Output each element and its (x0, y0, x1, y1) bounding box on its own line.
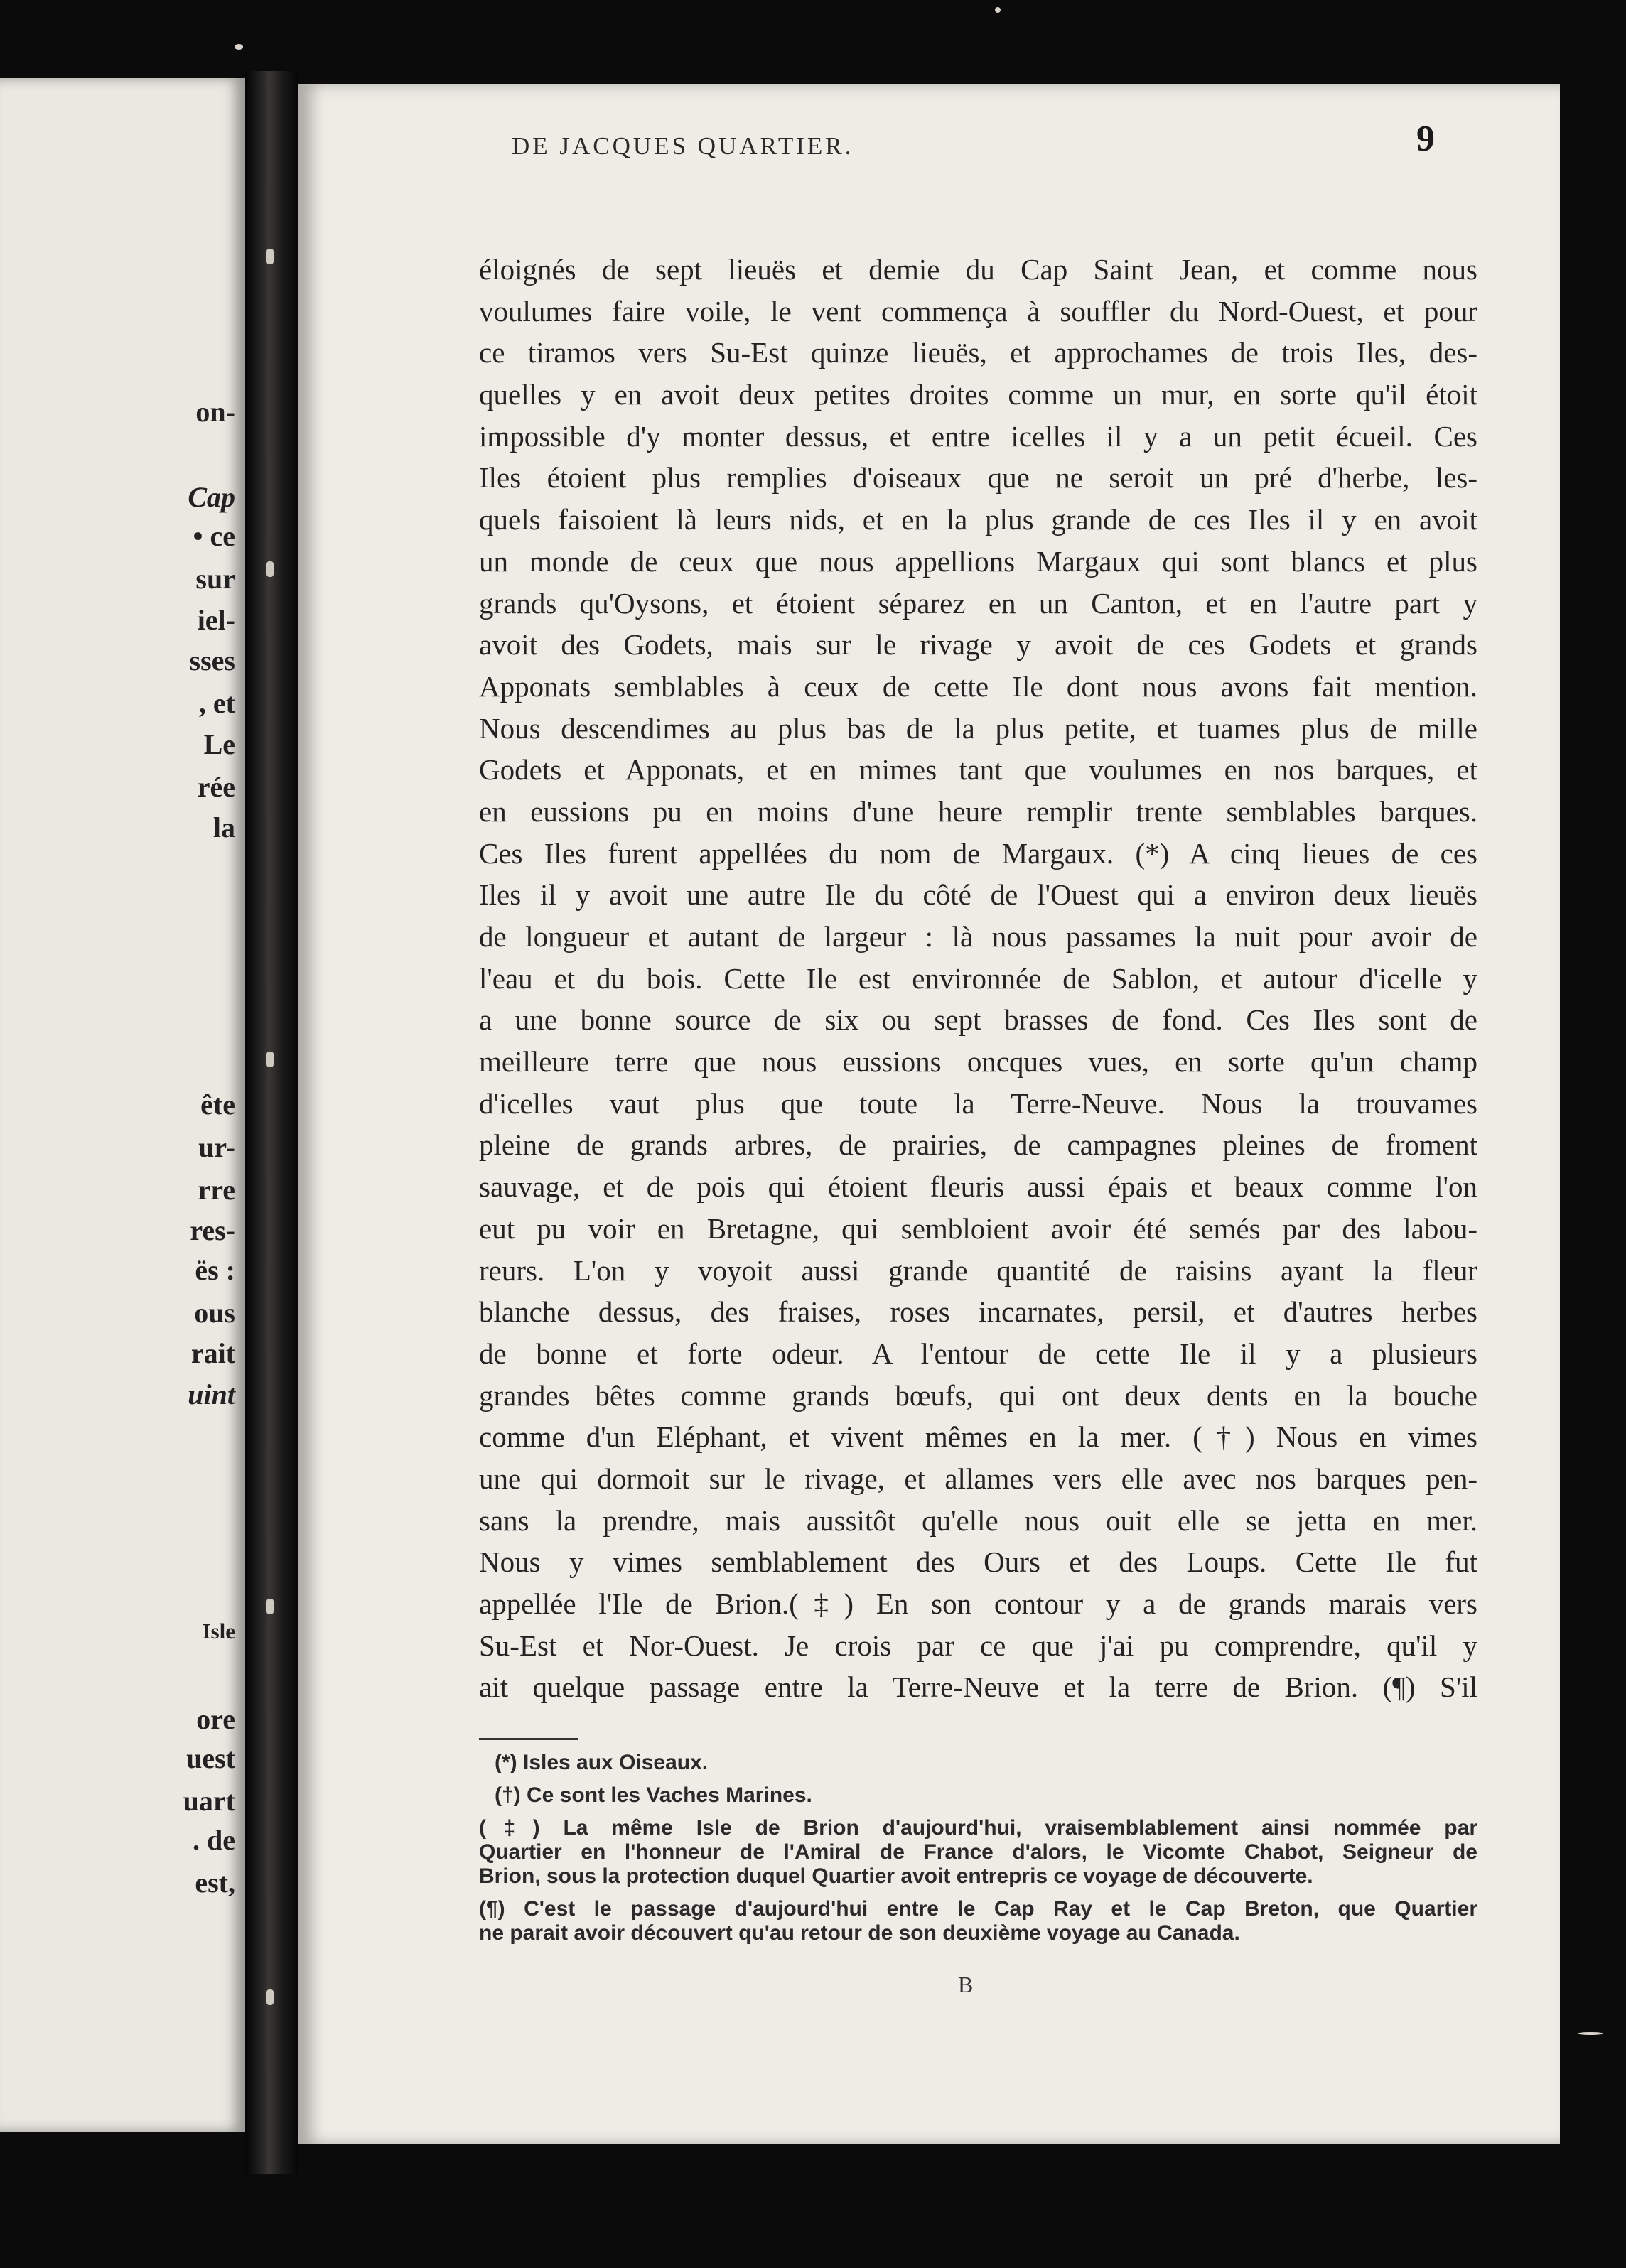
left-page-fragment: uint (188, 1378, 235, 1410)
spine-mark (266, 1599, 274, 1614)
text-line: éloignés de sept lieuës et demie du Cap Saint Jean, et comme nous (479, 253, 1477, 286)
left-page-fragment: uest (186, 1742, 235, 1774)
text-line: voulumes faire voile, le vent commença à souffler du Nord-Ouest, et pour (479, 294, 1477, 328)
text-line: Nous y vimes semblablement des Ours et des Loups. Cette Ile fut (479, 1545, 1477, 1579)
text-line: sans la prendre, mais aussitôt qu'elle nous ouit elle se jetta en mer. (479, 1503, 1477, 1537)
text-line: de bonne et forte odeur. A l'entour de cette Ile il y a plusieurs (479, 1336, 1477, 1370)
left-page-fragment: Isle (202, 1619, 235, 1643)
dust-speck (995, 7, 1001, 13)
left-page-fragment: Le (203, 728, 235, 760)
dust-speck (235, 44, 243, 50)
spine-mark (266, 249, 274, 264)
left-page-fragment: ore (196, 1703, 235, 1735)
footnote-line: (*) Isles aux Oiseaux. (495, 1751, 709, 1774)
left-page-fragment: . de (193, 1824, 235, 1856)
text-line: Apponats semblables à ceux de cette Ile dont nous avons fait mention. (479, 669, 1477, 703)
footnote (479, 1897, 1477, 1945)
left-page-fragment: ës : (195, 1254, 235, 1286)
text-line: avoit des Godets, mais sur le rivage y avoit de ces Godets et grands (479, 628, 1477, 662)
running-head: DE JACQUES QUARTIER. (512, 132, 854, 160)
text-line: eut pu voir en Bretagne, qui sembloient avoir été semés par des labou- (479, 1211, 1477, 1245)
left-page-fragment: uart (183, 1785, 235, 1817)
body-text (479, 249, 1477, 1708)
left-page-fragment: ête (200, 1089, 235, 1120)
footnote-line: (¶) C'est le passage d'aujourd'hui entre le Cap Ray et le Cap Breton, que Quartier (479, 1897, 1477, 1921)
spine-mark (266, 561, 274, 577)
text-line: Iles étoient plus remplies d'oiseaux que ne seroit un pré d'herbe, les- (479, 461, 1477, 495)
footnote (479, 1783, 1477, 1808)
left-page-fragment: iel- (197, 604, 235, 636)
left-page-fragment: on- (195, 396, 235, 428)
text-line: Su-Est et Nor-Ouest. Je crois par ce que j'ai pu comprendre, qu'il y (479, 1629, 1477, 1662)
text-line: comme d'un Eléphant, et vivent mêmes en la mer. (†) Nous en vimes (479, 1420, 1477, 1454)
left-page-fragment: rre (198, 1174, 235, 1206)
text-line: a une bonne source de six ou sept brasses de fond. Ces Iles sont de (479, 1003, 1477, 1037)
text-line: de longueur et autant de largeur : là nous passames la nuit pour avoir de (479, 920, 1477, 953)
text-line: Nous descendimes au plus bas de la plus petite, et tuames plus de mille (479, 711, 1477, 745)
text-line: ait quelque passage entre la Terre-Neuve et la terre de Brion. (¶) S'il (479, 1670, 1477, 1704)
text-line: quels faisoient là leurs nids, et en la plus grande de ces Iles il y en avoit (479, 503, 1477, 536)
text-line: appellée l'Ile de Brion.(‡) En son contour y a de grands marais vers (479, 1587, 1477, 1620)
footnote-line: (‡) La même Isle de Brion d'aujourd'hui, vraisemblablement ainsi nommée par (479, 1816, 1477, 1840)
footnote (479, 1751, 1477, 1775)
footnote-line: ne parait avoir découvert qu'au retour de son deuxième voyage au Canada. (479, 1921, 1240, 1945)
text-line: reurs. L'on y voyoit aussi grande quantité de raisins ayant la fleur (479, 1253, 1477, 1287)
footnote-rule (479, 1738, 578, 1740)
left-page (0, 78, 245, 2132)
footnote-line: Quartier en l'honneur de l'Amiral de France d'alors, le Vicomte Chabot, Seigneur de (479, 1840, 1477, 1864)
left-page-fragment: sur (195, 563, 235, 595)
left-page-fragment: sses (189, 644, 235, 676)
left-page-fragment: Cap (188, 481, 235, 513)
text-line: Godets et Apponats, et en mimes tant que voulumes en nos barques, et (479, 753, 1477, 787)
text-line: grandes bêtes comme grands bœufs, qui ont deux dents en la bouche (479, 1378, 1477, 1412)
text-line: un monde de ceux que nous appellions Margaux qui sont blancs et plus (479, 544, 1477, 578)
left-page-fragment: rait (190, 1337, 235, 1369)
left-page-fragment: • ce (193, 520, 235, 552)
spine-mark (266, 1989, 274, 2005)
text-line: en eussions pu en moins d'une heure remplir trente semblables barques. (479, 794, 1477, 828)
footnote-line: (†) Ce sont les Vaches Marines. (495, 1783, 812, 1807)
spine-mark (266, 1052, 274, 1067)
signature-mark: B (958, 1972, 974, 1997)
page-number: 9 (1416, 119, 1435, 159)
text-line: quelles y en avoit deux petites droites comme un mur, en sorte qu'il étoit (479, 378, 1477, 411)
text-line: ce tiramos vers Su-Est quinze lieuës, et approchames de trois Iles, des- (479, 336, 1477, 369)
left-page-fragment: rée (197, 771, 235, 803)
left-page-fragment: la (212, 811, 235, 843)
left-page-fragment: ur- (198, 1131, 235, 1163)
text-line: Ces Iles furent appellées du nom de Margaux. (*) A cinq lieues de ces (479, 836, 1477, 870)
left-page-fragment: res- (190, 1214, 235, 1246)
footnote (479, 1816, 1477, 1889)
book-spine (245, 71, 298, 2174)
footnote-line: Brion, sous la protection duquel Quartier avoit entrepris ce voyage de découverte. (479, 1864, 1313, 1888)
text-line: meilleure terre que nous eussions oncques vues, en sorte qu'un champ (479, 1045, 1477, 1079)
dust-speck (1578, 2032, 1603, 2035)
text-line: d'icelles vaut plus que toute la Terre-Neuve. Nous la trouvames (479, 1086, 1477, 1120)
footnotes (479, 1751, 1477, 1954)
text-line: grands qu'Oysons, et étoient séparez en un Canton, et en l'autre part y (479, 586, 1477, 620)
text-line: une qui dormoit sur le rivage, et allames vers elle avec nos barques pen- (479, 1462, 1477, 1495)
left-page-fragment: est, (195, 1867, 235, 1899)
text-line: impossible d'y monter dessus, et entre icelles il y a un petit écueil. Ces (479, 419, 1477, 453)
text-line: Iles il y avoit une autre Ile du côté de l'Ouest qui a environ deux lieuës (479, 878, 1477, 912)
left-page-fragment: , et (198, 687, 235, 719)
text-line: sauvage, et de pois qui étoient fleuris aussi épais et beaux comme l'on (479, 1170, 1477, 1204)
text-line: blanche dessus, des fraises, roses incarnates, persil, et d'autres herbes (479, 1295, 1477, 1329)
text-line: l'eau et du bois. Cette Ile est environnée de Sablon, et autour d'icelle y (479, 961, 1477, 995)
left-page-fragment: ous (194, 1297, 235, 1329)
text-line: pleine de grands arbres, de prairies, de campagnes pleines de froment (479, 1128, 1477, 1162)
